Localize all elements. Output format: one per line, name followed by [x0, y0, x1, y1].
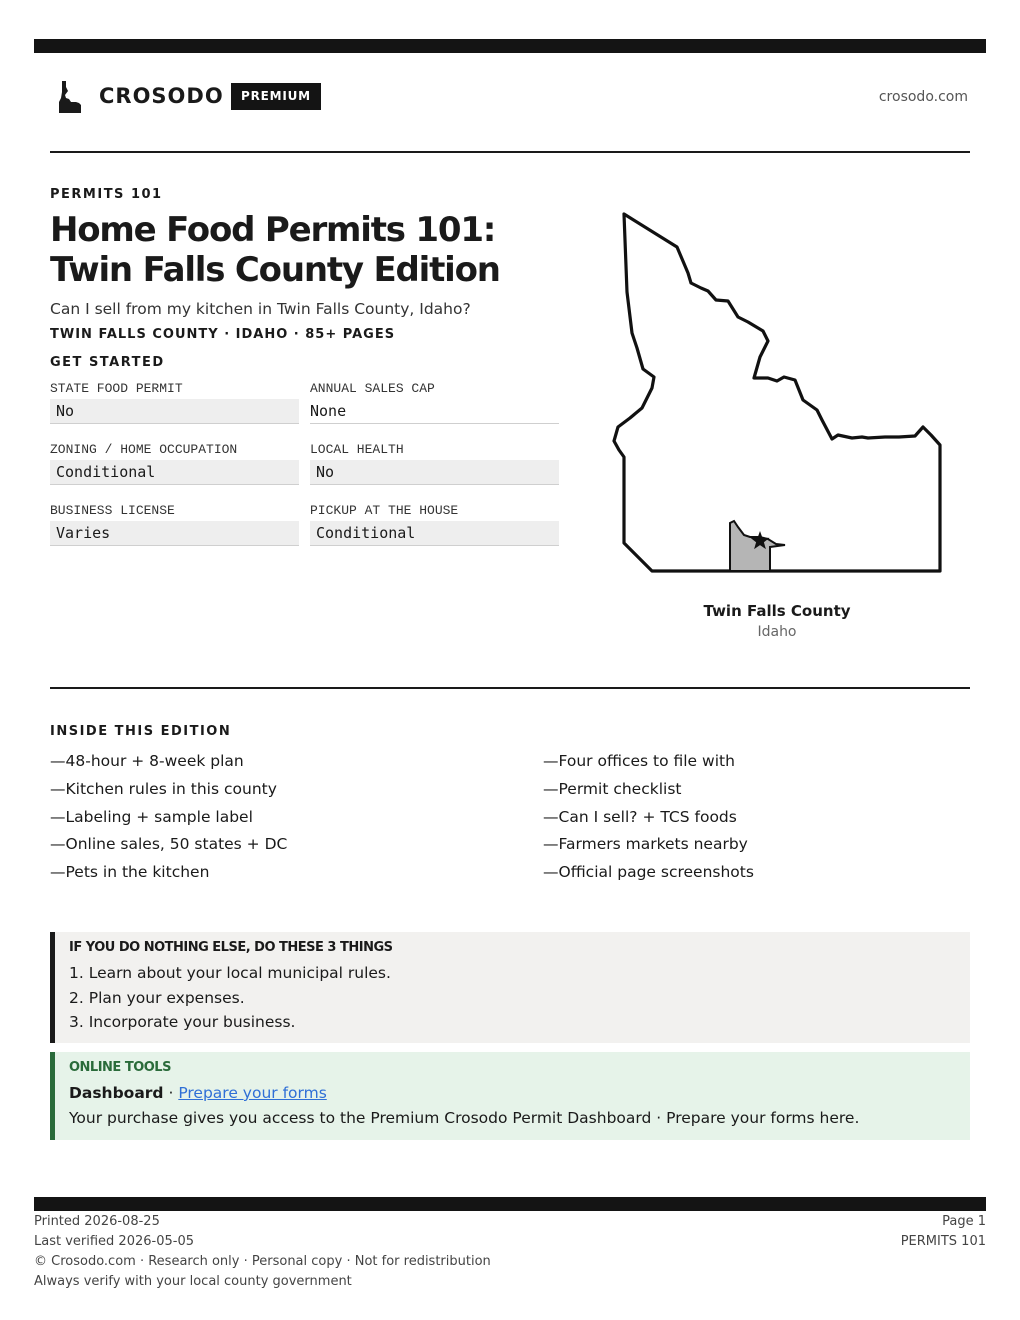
fact-value: No [50, 399, 299, 424]
page-number: Page 1 [942, 1214, 986, 1229]
premium-badge: PREMIUM [231, 83, 321, 110]
verified-date: Last verified 2026-05-05 [34, 1234, 194, 1249]
brand-name: CROSODO [99, 84, 224, 108]
fact-value: Conditional [50, 460, 299, 485]
list-item: —Can I sell? + TCS foods [543, 807, 737, 826]
fact-business-license [50, 503, 299, 546]
prepare-forms-link[interactable]: Prepare your forms [178, 1084, 327, 1102]
fact-value: Conditional [310, 521, 559, 546]
dashboard-label: Dashboard [69, 1084, 164, 1102]
fact-label: BUSINESS LICENSE [50, 503, 175, 518]
footer-left [34, 1212, 491, 1292]
list-item: 2. Plan your expenses. [69, 988, 245, 1007]
list-item: 1. Learn about your local municipal rules. [69, 964, 391, 982]
list-item: 3. Incorporate your business. [69, 1013, 296, 1031]
section-divider [50, 687, 970, 689]
contents-list-left [50, 752, 287, 891]
list-item: —48-hour + 8-week plan [50, 752, 244, 770]
footer-bar [34, 1197, 986, 1211]
idaho-state-outline [614, 214, 940, 571]
fact-state-food-permit [50, 381, 299, 424]
tools-description: Your purchase gives you access to the Premium Crosodo Permit Dashboard · Prepare your forms here. [69, 1108, 860, 1127]
callout-title: IF YOU DO NOTHING ELSE, DO THESE 3 THINGS [69, 940, 393, 955]
map-county-label: Twin Falls County [703, 602, 851, 620]
fact-label: ZONING / HOME OCCUPATION [50, 442, 238, 457]
idaho-state-icon [58, 80, 82, 114]
printed-date: Printed 2026-08-25 [34, 1214, 160, 1229]
separator: · [163, 1084, 179, 1102]
inside-heading: INSIDE THIS EDITION [50, 724, 232, 739]
section-eyebrow: PERMITS 101 [50, 187, 163, 202]
fact-value: No [310, 460, 559, 485]
list-item: —Pets in the kitchen [50, 863, 210, 882]
fact-label: ANNUAL SALES CAP [310, 381, 435, 396]
edition-meta: TWIN FALLS COUNTY · IDAHO · 85+ PAGES [50, 327, 396, 342]
header [50, 78, 970, 118]
fact-annual-sales-cap [310, 381, 559, 424]
fact-label: STATE FOOD PERMIT [50, 381, 183, 396]
disclaimer: Always verify with your local county government [34, 1274, 352, 1289]
three-things-callout [50, 932, 970, 1043]
callout-title: ONLINE TOOLS [69, 1060, 171, 1075]
footer-right [901, 1212, 986, 1252]
footer-section: PERMITS 101 [900, 1234, 986, 1249]
fact-zoning-home-occupation [50, 442, 299, 485]
fact-local-health [310, 442, 559, 485]
contents-list-right [543, 752, 754, 891]
online-tools-callout [50, 1052, 970, 1140]
fact-value: Varies [50, 521, 299, 546]
page-title: Home Food Permits 101: Twin Falls County Edition [50, 210, 500, 290]
page-subtitle: Can I sell from my kitchen in Twin Falls County, Idaho? [50, 300, 471, 318]
fact-value: None [310, 399, 559, 424]
fact-pickup-at-house [310, 503, 559, 546]
list-item: —Four offices to file with [543, 752, 735, 770]
get-started-heading: GET STARTED [50, 355, 165, 370]
list-item: —Farmers markets nearby [543, 835, 748, 854]
fact-label: LOCAL HEALTH [310, 442, 404, 457]
copyright: © Crosodo.com · Research only · Personal copy · Not for redistribution [34, 1254, 491, 1269]
site-url[interactable]: crosodo.com [878, 89, 968, 105]
map-state-label: Idaho [757, 624, 797, 640]
dashboard-line [69, 1081, 956, 1106]
top-bar [34, 39, 986, 53]
list-item: —Permit checklist [543, 779, 682, 798]
list-item: —Official page screenshots [543, 863, 754, 882]
fact-label: PICKUP AT THE HOUSE [310, 503, 459, 518]
list-item: —Online sales, 50 states + DC [50, 835, 288, 854]
list-item: —Kitchen rules in this county [50, 779, 277, 798]
list-item: —Labeling + sample label [50, 807, 253, 826]
header-divider [50, 151, 970, 153]
idaho-county-map [600, 205, 960, 585]
